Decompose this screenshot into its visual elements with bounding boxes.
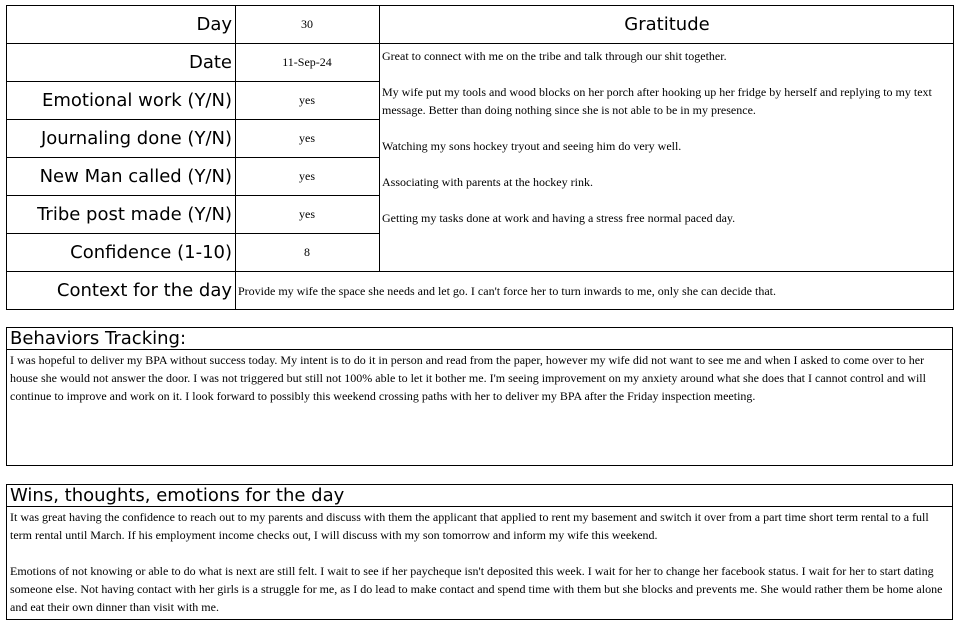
gratitude-item: Getting my tasks done at work and having a stress free normal paced day. xyxy=(382,211,736,225)
journaling-value: yes xyxy=(299,130,315,145)
behaviors-section xyxy=(6,327,953,466)
wins-paragraph: It was great having the confidence to reach out to my parents and discuss with them the applicant that applied to rent my basement and switch it over from a part time short term rental to a full term rental until March. If his employment income checks out, I will discuss with my son tomorrow and inform my wife this weekend. xyxy=(10,510,929,542)
date-value: 11-Sep-24 xyxy=(282,54,332,69)
wins-section xyxy=(6,484,953,620)
context-value: Provide my wife the space she needs and let go. I can't force her to turn inwards to me, only she can decide that. xyxy=(238,283,776,298)
confidence-value: 8 xyxy=(304,244,310,259)
table-border-bottom xyxy=(6,309,954,310)
behaviors-text-area xyxy=(7,350,952,405)
emotional-work-value: yes xyxy=(299,92,315,107)
gratitude-item: My wife put my tools and wood blocks on her porch after hooking up her fridge by herself and replying to my text message. Better than doing nothing since she is not able to be in my presence. xyxy=(382,85,932,117)
day-label: Day xyxy=(196,13,232,35)
behaviors-text: I was hopeful to deliver my BPA without success today. My intent is to do it in person and read from the paper, however my wife did not want to see me and when I asked to come over to her house she would not answer the door. I was not triggered but still not 100% able to let it bother me. I'm seeing improvement on my anxiety around what she does that I cannot control and will continue to improve and work on it. I look forward to possibly this weekend crossing paths with her to deliver my BPA after the Friday inspection meeting. xyxy=(10,353,926,403)
tribe-post-label: Tribe post made (Y/N) xyxy=(37,203,232,225)
context-label: Context for the day xyxy=(56,279,232,301)
gratitude-item: Watching my sons hockey tryout and seeing him do very well. xyxy=(382,139,682,153)
column-divider-value xyxy=(379,5,380,271)
wins-title: Wins, thoughts, emotions for the day xyxy=(7,485,952,507)
wins-text-area xyxy=(7,507,952,616)
confidence-label: Confidence (1-10) xyxy=(70,241,232,263)
date-label: Date xyxy=(188,51,232,73)
gratitude-title: Gratitude xyxy=(624,13,710,35)
journaling-label: Journaling done (Y/N) xyxy=(40,127,232,149)
gratitude-list xyxy=(382,47,950,245)
emotional-work-label: Emotional work (Y/N) xyxy=(41,89,232,111)
new-man-called-label: New Man called (Y/N) xyxy=(39,165,232,187)
gratitude-item: Associating with parents at the hockey rink. xyxy=(382,175,593,189)
table-border-right xyxy=(953,5,954,310)
behaviors-title: Behaviors Tracking: xyxy=(7,328,952,350)
day-value: 30 xyxy=(301,16,313,31)
daily-tracker-table xyxy=(6,5,954,310)
wins-paragraph: Emotions of not knowing or able to do what is next are still felt. I wait to see if her paycheque isn't deposited this week. I wait for her to change her facebook status. I wait for her to start dating someone else. Not having contact with her girls is a struggle for me, as I do lead to make contact and spend time with them but she blocks and prevents me. She would rather them be home alone and eat their own dinner than visit with me. xyxy=(10,564,943,614)
gratitude-item: Great to connect with me on the tribe and talk through our shit together. xyxy=(382,49,727,63)
new-man-called-value: yes xyxy=(299,168,315,183)
tribe-post-value: yes xyxy=(299,206,315,221)
